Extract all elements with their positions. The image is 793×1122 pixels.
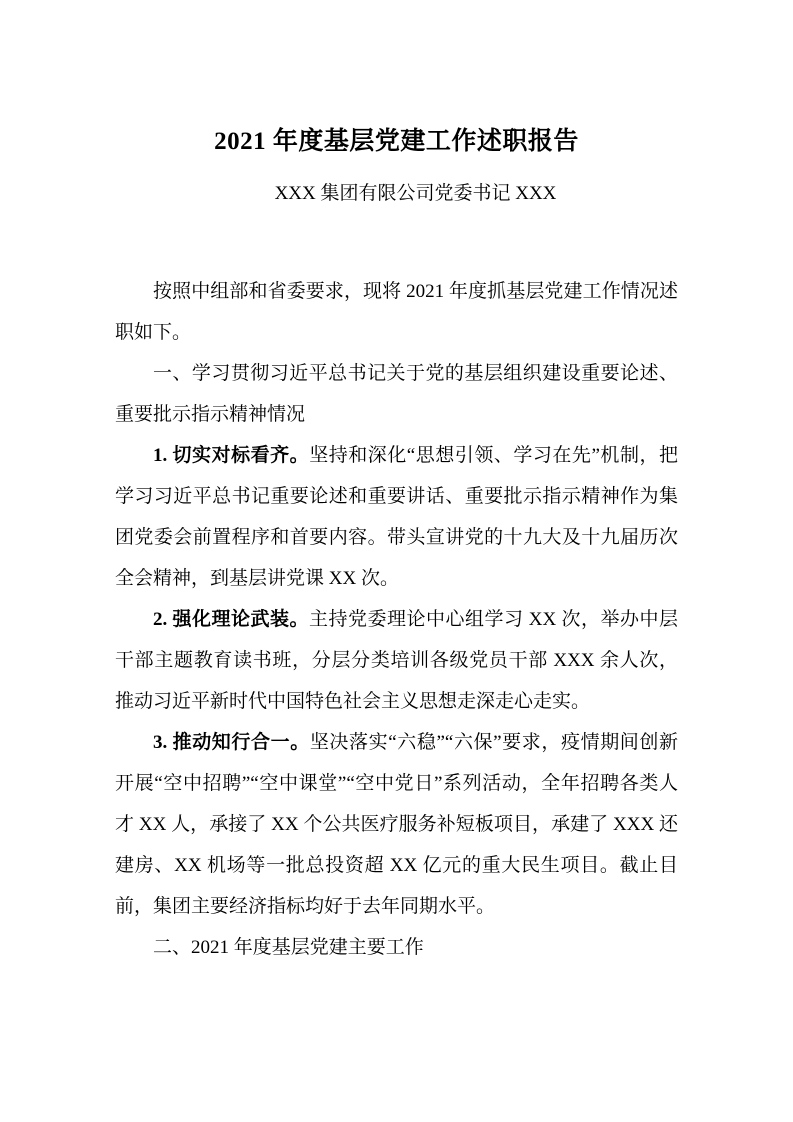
paragraph-item-3 [115,722,678,927]
document-subtitle: XXX 集团有限公司党委书记 XXX [274,183,557,204]
document-body [115,271,678,968]
paragraph-item-1 [115,435,678,599]
paragraph-lead: 1. 切实对标看齐。 [153,445,310,466]
paragraph-text: 一、学习贯彻习近平总书记关于党的基层组织建设重要论述、重要批示指示精神情况 [115,363,678,425]
paragraph-text: 按照中组部和省委要求，现将 2021 年度抓基层党建工作情况述职如下。 [115,281,678,343]
section-heading-2 [115,927,678,968]
paragraph-intro [115,271,678,353]
paragraph-text: 二、2021 年度基层党建主要工作 [153,937,424,958]
paragraph-text: 主持党委理论中心组学习 XX 次，举办中层干部主题教育读书班，分层分类培训各级党员干部 XXX 余人次，推动习近平新时代中国特色社会主义思想走深走心走实。 [115,609,678,712]
paragraph-item-2 [115,599,678,722]
paragraph-text: 坚持和深化“思想引领、学习在先”机制，把学习习近平总书记重要论述和重要讲话、重要批示指示精神作为集团党委会前置程序和首要内容。带头宣讲党的十九大及十九届历次全会精神，到基层讲党课 XX 次。 [115,445,678,589]
paragraph-lead: 3. 推动知行合一。 [153,732,310,753]
paragraph-text: 坚决落实“六稳”“六保”要求，疫情期间创新开展“空中招聘”“空中课堂”“空中党日”系列活动，全年招聘各类人才 XX 人，承接了 XX 个公共医疗服务补短板项目，承建了 XXX 还建房、XX 机场等一批总投资超 XX 亿元的重大民生项目。截止目前，集团主要经济指标均好于去年同期水平。 [115,732,678,917]
document-title: 2021 年度基层党建工作述职报告 [214,128,579,155]
section-heading-1 [115,353,678,435]
paragraph-lead: 2. 强化理论武装。 [153,609,310,630]
